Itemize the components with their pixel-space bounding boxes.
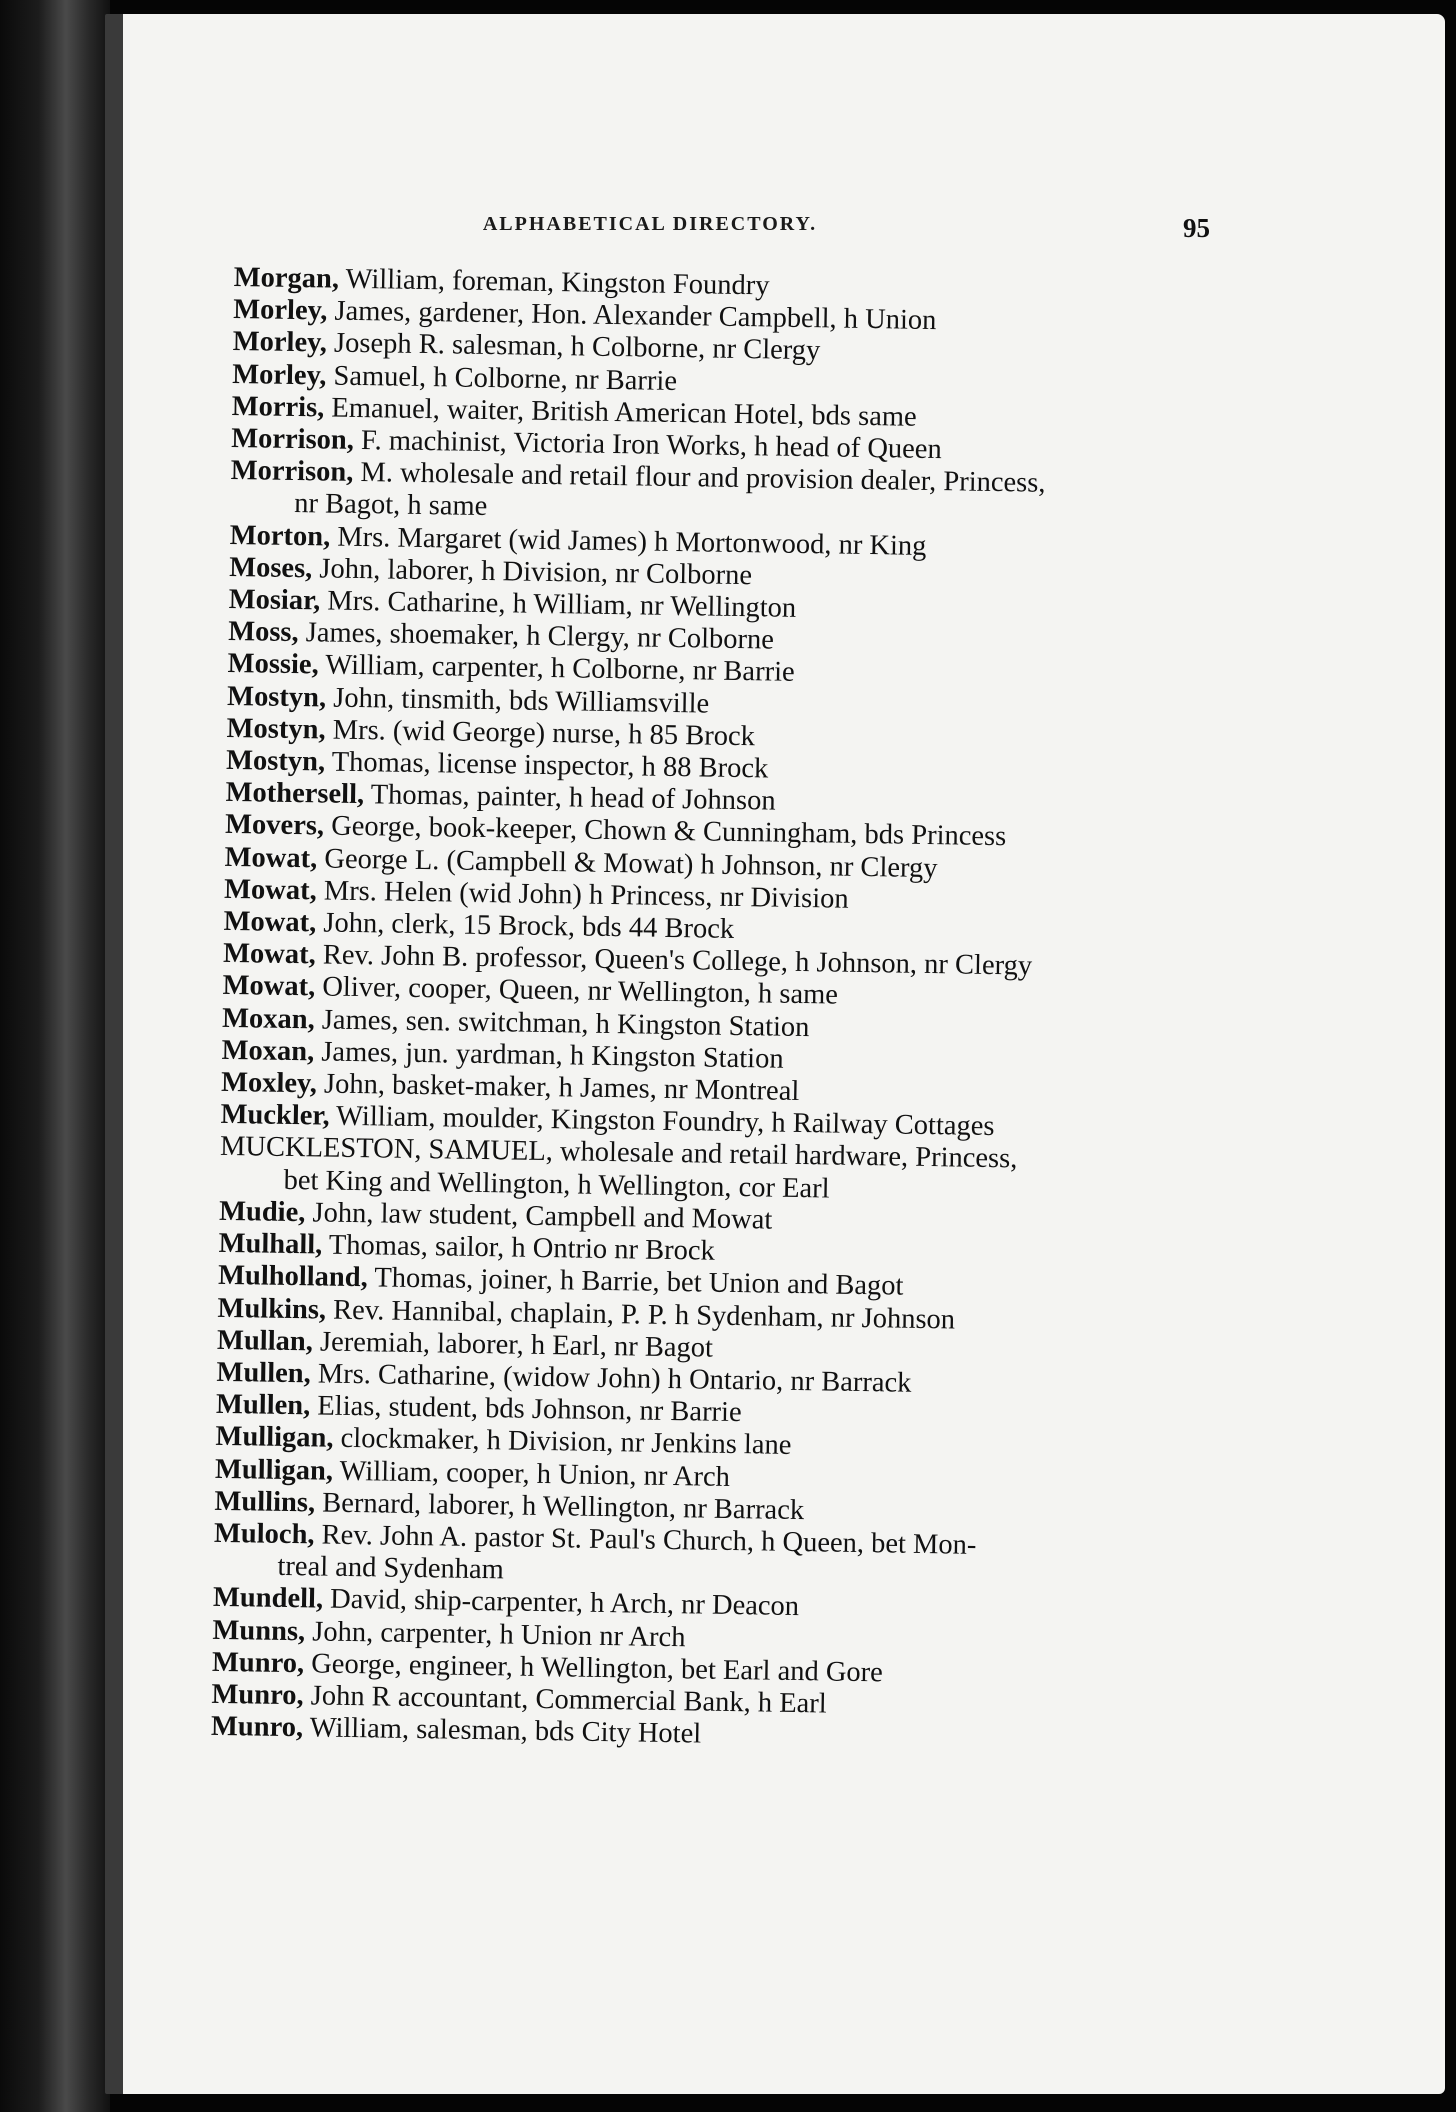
entry-surname: Mothersell, [225,777,365,811]
entry-details: John, laborer, h Division, nr Colborne [312,553,753,592]
running-title: ALPHABETICAL DIRECTORY. [482,213,818,235]
entry-continuation: nr Bagot, h same [293,488,488,523]
entry-details: Samuel, h Colborne, nr Barrie [326,360,678,397]
entry-surname: Mullen, [215,1388,311,1422]
entry-details: Mrs. Margaret (wid James) h Mortonwood, nr King [329,521,927,562]
entry-details: Oliver, cooper, Queen, nr Wellington, h same [314,971,839,1012]
entry-surname: Moxan, [221,1002,315,1036]
binding-shadow [0,0,110,2112]
entry-details: Thomas, joiner, h Barrie, bet Union and Bagot [367,1262,904,1302]
entry-surname: Mostyn, [226,680,327,714]
entry-details: William, foreman, Kingston Foundry [338,263,770,302]
entry-details: Emanuel, waiter, British American Hotel, bds same [324,392,917,433]
entry-details: William, cooper, h Union, nr Arch [332,1455,731,1493]
entry-surname: Munns, [212,1614,306,1647]
entry-details: M. wholesale and retail flour and provision dealer, Princess, [353,457,1046,499]
page-header [370,204,1210,244]
entry-details: Rev. Hannibal, chaplain, P. P. h Sydenham, nr Johnson [325,1294,956,1335]
entry-surname: Moses, [228,551,313,585]
entry-surname: Mowat, [223,905,317,939]
entry-details: James, shoemaker, h Clergy, nr Colborne [298,617,775,656]
entry-details: Rev. John B. professor, Queen's College, h Johnson, nr Clergy [315,939,1033,982]
entry-details: Bernard, laborer, h Wellington, nr Barrack [314,1487,805,1526]
entry-details: Rev. John A. pastor St. Paul's Church, h Queen, bet Mon- [314,1519,977,1561]
entry-details: Mrs. (wid George) nurse, h 85 Brock [325,714,756,753]
entry-surname: Morgan, [233,262,340,295]
entry-surname: MUCKLESTON, SAMU [219,1131,512,1167]
entry-details: Thomas, sailor, h Ontrio nr Brock [322,1229,716,1267]
entry-surname: Mossie, [227,648,319,681]
entry-surname: Mosiar, [228,583,321,617]
entry-details: Mrs. Helen (wid John) h Princess, nr Division [316,875,849,915]
entry-surname: Moxley, [220,1066,318,1100]
entry-surname: Morrison, [230,422,355,456]
entry-details: John, tinsmith, bds Williamsville [325,682,710,720]
page-number: 95 [1183,213,1210,243]
entry-surname: Mundell, [212,1582,324,1615]
entry-surname: Mowat, [222,970,316,1003]
entry-surname: Morrison, [230,455,354,489]
entry-surname: Morley, [231,358,327,392]
entry-details: John, clerk, 15 Brock, bds 44 Brock [315,907,735,945]
entry-continuation: treal and Sydenham [277,1550,505,1586]
entry-surname: Mullen, [216,1356,312,1390]
entry-surname: Mudie, [218,1195,306,1229]
entry-surname: Morton, [229,519,331,553]
entry-surname: Mulholland, [217,1260,368,1294]
entry-surname: Moxan, [221,1034,315,1068]
entry-details: John, basket-maker, h James, nr Montreal [316,1068,800,1108]
entry-surname: Mulligan, [214,1453,334,1487]
entry-details: John, carpenter, h Union nr Arch [304,1615,686,1653]
directory-entries [211,262,1234,1759]
entry-surname: Mulhall, [218,1227,323,1261]
entry-details: William, carpenter, h Colborne, nr Barrie [318,649,795,689]
entry-surname: Mowat, [224,841,318,875]
entry-details: Jeremiah, laborer, h Earl, nr Bagot [312,1326,714,1364]
entry-surname: Mowat, [222,938,316,971]
entry-surname: Mullins, [214,1485,316,1519]
entry-surname: Mullan, [216,1324,314,1358]
entry-details: James, gardener, Hon. Alexander Campbell, h Union [327,295,937,337]
entry-continuation: bet King and Wellington, h Wellington, cor Earl [283,1164,830,1205]
entry-details: George, engineer, h Wellington, bet Earl and Gore [303,1648,884,1689]
entry-surname: Mowat, [223,873,317,907]
entry-surname: Munro, [211,1646,305,1680]
entry-details: David, ship-carpenter, h Arch, nr Deacon [322,1583,800,1623]
entry-surname: Munro, [211,1678,304,1712]
entry-details: William, moulder, Kingston Foundry, h Railway Cottages [329,1100,995,1143]
entry-surname: Morris, [231,390,325,424]
entry-details: Mrs. Catharine, h William, nr Wellington [320,585,797,624]
entry-surname: Morley, [232,326,328,359]
entry-details: Thomas, painter, h head of Johnson [363,779,776,817]
entry-surname: Muckler, [220,1099,330,1132]
entry-details: William, salesman, bds City Hotel [302,1712,702,1750]
entry-surname: Mulkins, [217,1292,327,1326]
entry-details: clockmaker, h Division, nr Jenkins lane [333,1423,792,1462]
entry-details: John, law student, Campbell and Mowat [305,1197,773,1236]
entry-details: EL, wholesale and retail hardware, Princess, [510,1135,1018,1175]
entry-surname: Mostyn, [225,744,326,778]
entry-details: James, sen. switchman, h Kingston Station [314,1004,810,1043]
entry-surname: Moss, [227,616,299,649]
entry-details: Mrs. Catharine, (widow John) h Ontario, nr Barrack [310,1358,912,1399]
entry-details: F. machinist, Victoria Iron Works, h head of Queen [353,424,942,466]
entry-surname: Munro, [210,1710,304,1744]
entry-details: George L. (Campbell & Mowat) h Johnson, nr Clergy [317,843,938,884]
entry-surname: Muloch, [213,1517,315,1551]
entry-details: James, jun. yardman, h Kingston Station [313,1036,784,1075]
entry-surname: Morley, [233,294,328,327]
entry-details: George, book-keeper, Chown & Cunningham, bds Princess [323,810,1007,853]
entry-details: Joseph R. salesman, h Colborne, nr Clergy [326,327,821,367]
entry-surname: Mulligan, [215,1421,334,1455]
entry-surname: Movers, [224,809,325,842]
entry-details: Elias, student, bds Johnson, nr Barrie [310,1390,742,1429]
entry-surname: Mostyn, [226,712,326,746]
entry-details: Thomas, license inspector, h 88 Brock [324,746,769,785]
entry-details: John R accountant, Commercial Bank, h Earl [303,1680,827,1720]
